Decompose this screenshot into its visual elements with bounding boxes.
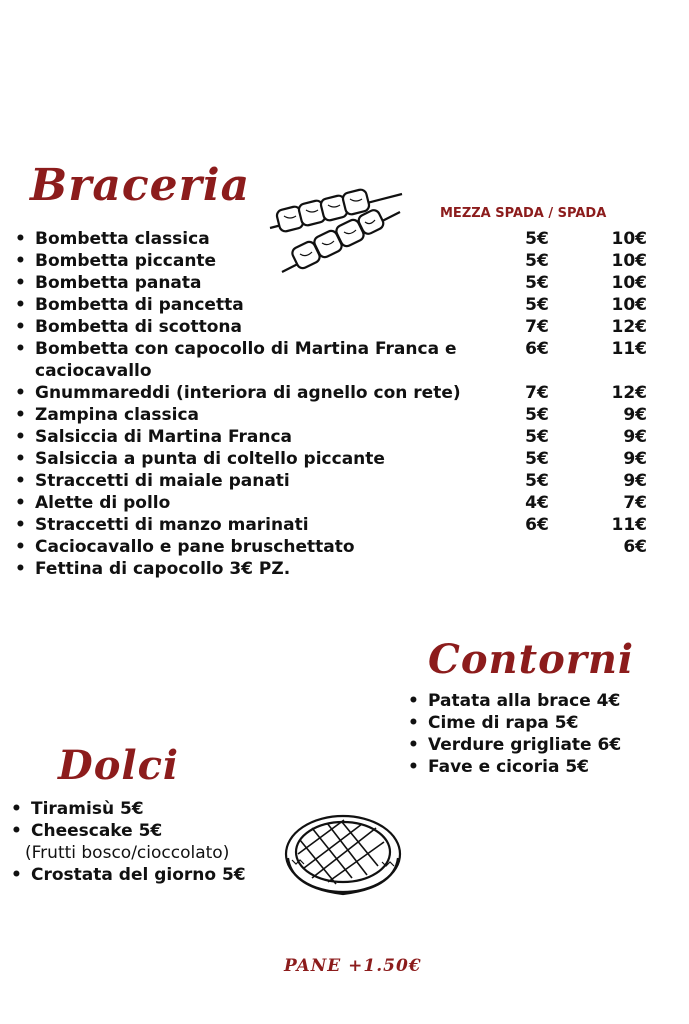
price-spada: 7€ — [623, 493, 647, 513]
price-mezza: 5€ — [525, 449, 549, 469]
item-name: • Straccetti di maiale panati — [35, 471, 290, 491]
price-spada: 11€ — [611, 515, 647, 535]
note-text: (Frutti bosco/cioccolato) — [25, 843, 230, 863]
list-item: • Fave e cicoria 5€ — [428, 756, 621, 778]
item-name: • Gnummareddi (interiora di agnello con rete) — [35, 383, 461, 403]
item-name: • Bombetta classica — [35, 229, 210, 249]
list-item — [35, 338, 647, 382]
list-item — [35, 316, 647, 338]
contorni-list — [428, 690, 621, 778]
list-item-note — [25, 842, 246, 864]
price-spada: 9€ — [623, 471, 647, 491]
list-item — [35, 536, 647, 558]
list-item: • Cheescake 5€ — [31, 820, 246, 842]
price-spada: 9€ — [623, 449, 647, 469]
price-mezza: 5€ — [525, 295, 549, 315]
price-mezza: 6€ — [525, 515, 549, 535]
list-item — [35, 492, 647, 514]
price-mezza: 6€ — [525, 339, 549, 359]
price-column-header: MEZZA SPADA / SPADA — [440, 206, 607, 221]
list-item: • Cime di rapa 5€ — [428, 712, 621, 734]
price-spada: 12€ — [611, 383, 647, 403]
price-spada: 10€ — [611, 251, 647, 271]
price-mezza: 5€ — [525, 273, 549, 293]
contorni-title: Contorni — [428, 636, 635, 683]
pie-icon — [282, 806, 404, 898]
list-item: • Verdure grigliate 6€ — [428, 734, 621, 756]
price-mezza: 5€ — [525, 251, 549, 271]
braceria-title: Braceria — [30, 160, 251, 211]
list-item — [35, 558, 635, 580]
list-item — [35, 250, 647, 272]
item-name: • Bombetta panata — [35, 273, 202, 293]
price-mezza: 4€ — [525, 493, 549, 513]
price-spada: 10€ — [611, 229, 647, 249]
price-mezza: 5€ — [525, 405, 549, 425]
item-name: • Bombetta di scottona — [35, 317, 242, 337]
price-mezza: 7€ — [525, 317, 549, 337]
item-name: • Salsiccia a punta di coltello piccante — [35, 449, 385, 469]
price-spada: 10€ — [611, 295, 647, 315]
price-mezza: 5€ — [525, 471, 549, 491]
price-spada: 9€ — [623, 427, 647, 447]
price-mezza: 5€ — [525, 229, 549, 249]
list-item: • Crostata del giorno 5€ — [31, 864, 246, 886]
list-item — [35, 382, 647, 404]
item-name: • Bombetta con capocollo di Martina Franca e caciocavallo — [35, 339, 457, 381]
price-spada: 12€ — [611, 317, 647, 337]
price-spada: 9€ — [623, 405, 647, 425]
list-item — [35, 404, 647, 426]
item-name: • Bombetta di pancetta — [35, 295, 244, 315]
item-name: • Alette di pollo — [35, 493, 171, 513]
bread-surcharge: PANE +1.50€ — [284, 956, 422, 976]
item-name: • Caciocavallo e pane bruschettato — [35, 537, 355, 557]
list-item — [35, 228, 647, 250]
list-item — [35, 448, 647, 470]
price-spada: 10€ — [611, 273, 647, 293]
item-name: • Straccetti di manzo marinati — [35, 515, 309, 535]
price-mezza: 5€ — [525, 427, 549, 447]
list-item: • Tiramisù 5€ — [31, 798, 246, 820]
list-item — [35, 294, 647, 316]
dolci-title: Dolci — [58, 742, 180, 789]
list-item: • Patata alla brace 4€ — [428, 690, 621, 712]
list-item — [35, 426, 647, 448]
dolci-list — [25, 798, 246, 886]
price-mezza: 7€ — [525, 383, 549, 403]
list-item — [35, 272, 647, 294]
item-name: • Bombetta piccante — [35, 251, 217, 271]
price-spada: 6€ — [623, 537, 647, 557]
list-item — [35, 514, 647, 536]
item-name: • Fettina di capocollo 3€ PZ. — [35, 559, 291, 579]
item-name: • Zampina classica — [35, 405, 199, 425]
item-name: • Salsiccia di Martina Franca — [35, 427, 293, 447]
list-item — [35, 470, 647, 492]
braceria-list — [35, 228, 647, 580]
price-spada: 11€ — [611, 339, 647, 359]
